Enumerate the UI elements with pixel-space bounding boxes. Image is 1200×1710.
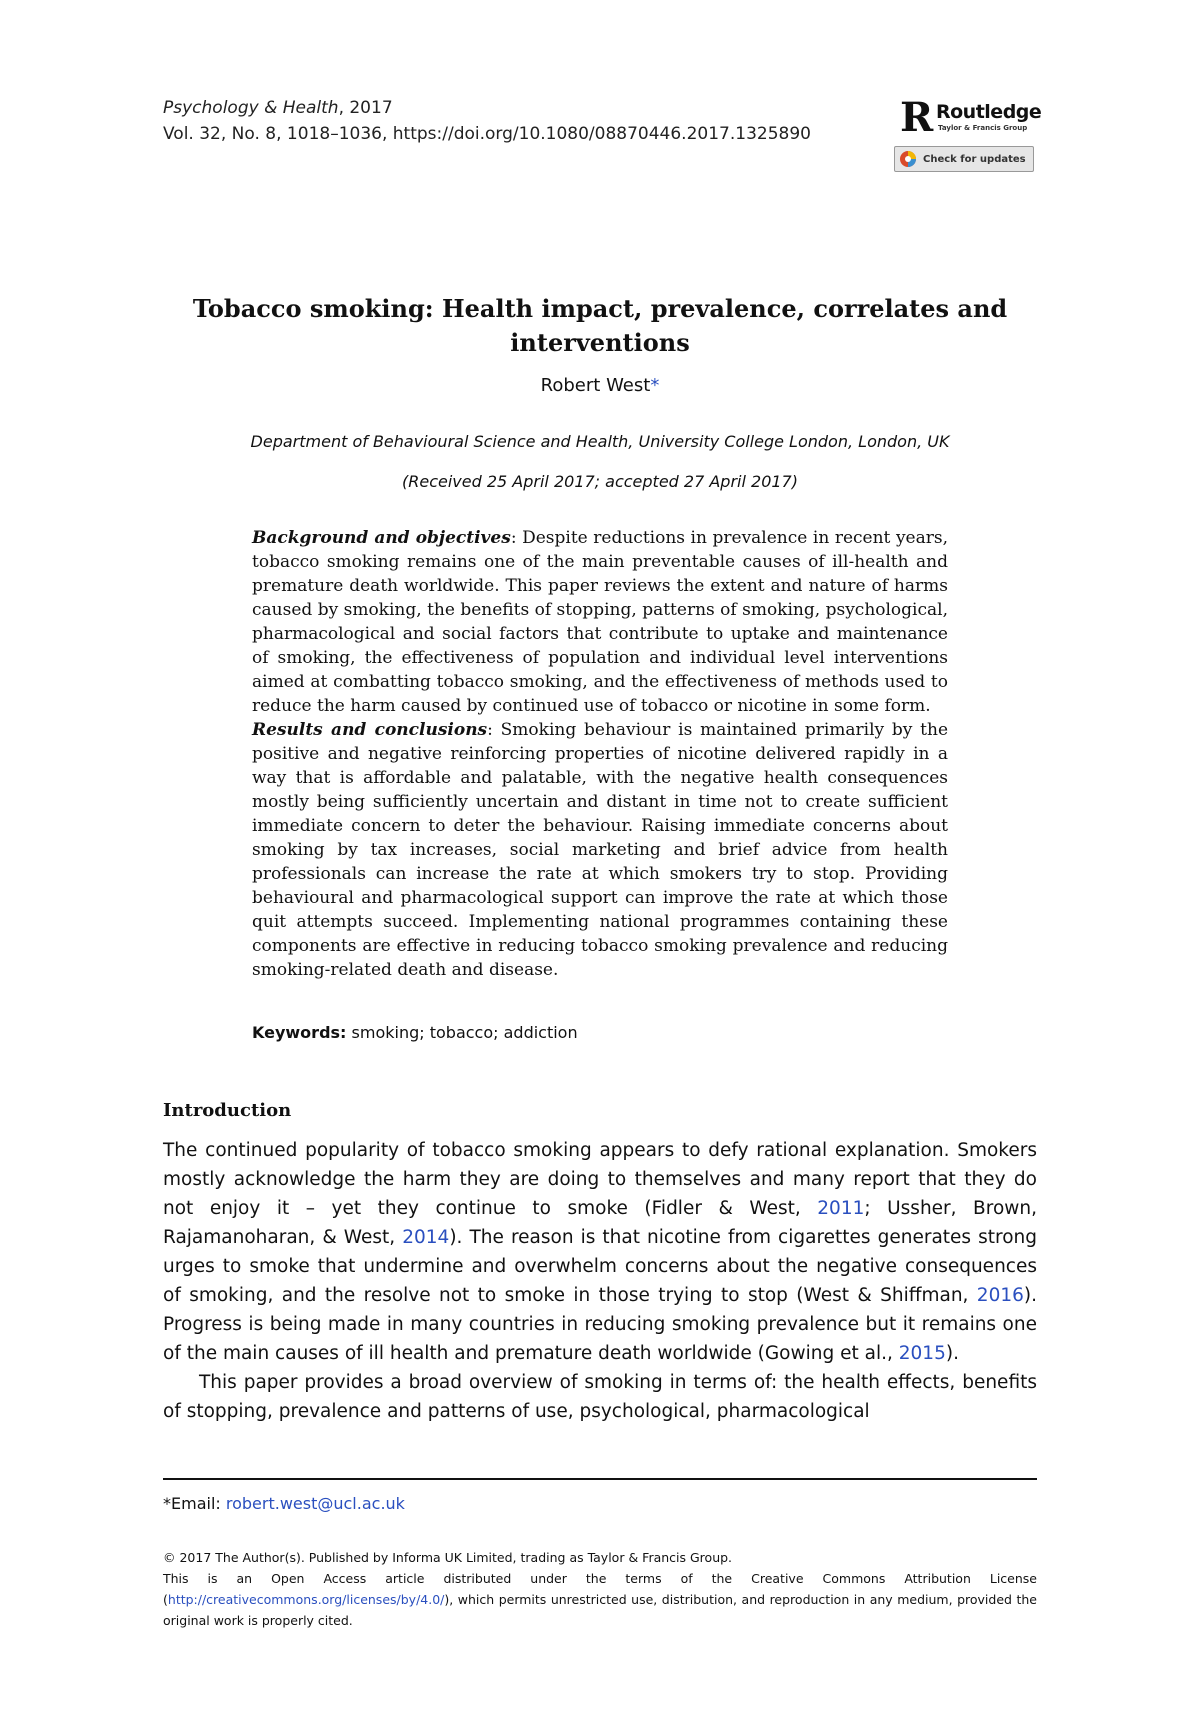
- keywords-list: smoking; tobacco; addiction: [346, 1023, 578, 1042]
- doi-link[interactable]: https://doi.org/10.1080/08870446.2017.1325890: [392, 124, 811, 144]
- paragraph-text: ; Ussher, Brown, Rajamanoharan, & West,: [163, 1198, 1037, 1248]
- publisher-logo-mark: R: [900, 94, 934, 141]
- citation-link[interactable]: 2016: [976, 1285, 1024, 1306]
- author-email: [163, 1494, 405, 1513]
- citation-link[interactable]: 2015: [898, 1343, 946, 1364]
- citation-link[interactable]: 2011: [817, 1198, 865, 1219]
- paragraph-text: The continued popularity of tobacco smoking appears to defy rational explanation. Smokers mostly acknowledge the harm they are doing to themselves and many report that they do not enjoy it – yet they continue to smoke (Fidler & West,: [163, 1140, 1037, 1219]
- affiliation: Department of Behavioural Science and Health, University College London, London, UK: [250, 432, 950, 451]
- abstract-background-heading: Background and objectives: [252, 528, 511, 548]
- copyright-notice: [163, 1547, 1037, 1631]
- check-for-updates-button[interactable]: [894, 146, 1034, 172]
- copyright-line: © 2017 The Author(s). Published by Informa UK Limited, trading as Taylor & Francis Group.: [163, 1550, 733, 1565]
- abstract-background-text: : Despite reductions in prevalence in recent years, tobacco smoking remains one of the main preventable causes of ill-health and premature death worldwide. This paper reviews the extent and nature of harms caused by smoking, the benefits of stopping, patterns of smoking, psychological, pharmacological and social factors that contribute to uptake and maintenance of smoking, the effectiveness of population and individual level interventions aimed at combatting tobacco smoking, and the effectiveness of methods used to reduce the harm caused by continued use of tobacco or nicotine in some form.: [252, 528, 948, 716]
- license-text-part: This is an Open Access article distributed under the terms of the Creative Commons Attribution License (: [163, 1571, 1037, 1607]
- paragraph: This paper provides a broad overview of smoking in terms of: the health effects, benefits of stopping, prevalence and patterns of use, psychological, pharmacological: [163, 1372, 1037, 1422]
- publisher-logo: [900, 94, 1042, 141]
- crossmark-icon: [899, 150, 917, 168]
- author-name: Robert West: [540, 375, 651, 396]
- citation-link[interactable]: 2014: [402, 1227, 450, 1248]
- abstract: [252, 526, 948, 982]
- abstract-background: [252, 526, 948, 718]
- section-heading-introduction: Introduction: [163, 1100, 292, 1121]
- keywords: [252, 1023, 948, 1042]
- email-label: *Email:: [163, 1494, 226, 1513]
- paragraph: [163, 1136, 1037, 1368]
- author-line: [150, 375, 1050, 396]
- keywords-heading: Keywords:: [252, 1023, 347, 1042]
- check-for-updates-label: Check for updates: [923, 153, 1026, 165]
- abstract-results-heading: Results and conclusions: [252, 720, 488, 740]
- introduction-body: [163, 1136, 1037, 1426]
- paragraph-text: ).: [945, 1343, 959, 1364]
- volume-info: Vol. 32, No. 8, 1018–1036,: [163, 124, 393, 144]
- footnote-divider: [163, 1478, 1037, 1480]
- publisher-name: Routledge: [936, 101, 1042, 123]
- license-text-part: ), which permits unrestricted use, distribution, and reproduction in any medium, provided the original work is properly cited.: [163, 1592, 1037, 1628]
- email-link[interactable]: robert.west@ucl.ac.uk: [225, 1494, 405, 1513]
- paragraph-text: ). The reason is that nicotine from cigarettes generates strong urges to smoke that undermine and overwhelm concerns about the negative consequences of smoking, and the resolve not to smoke in those trying to stop (West & Shiffman,: [163, 1227, 1037, 1306]
- journal-name: Psychology & Health: [163, 98, 339, 118]
- author-footnote-mark[interactable]: *: [650, 375, 660, 396]
- journal-year: , 2017: [338, 98, 393, 118]
- paragraph-text: ). Progress is being made in many countries in reducing smoking prevalence but it remains one of the main causes of ill health and premature death worldwide (Gowing et al.,: [163, 1285, 1037, 1364]
- abstract-results-text: : Smoking behaviour is maintained primarily by the positive and negative reinforcing properties of nicotine delivered rapidly in a way that is affordable and palatable, with the negative health consequences mostly being sufficiently uncertain and distant in time not to create sufficient immediate concern to deter the behaviour. Raising immediate concerns about smoking by tax increases, social marketing and brief advice from health professionals can increase the rate at which smokers try to stop. Providing behavioural and pharmacological support can improve the rate at which those quit attempts succeed. Implementing national programmes containing these components are effective in reducing tobacco smoking prevalence and reducing smoking-related death and disease.: [252, 720, 949, 980]
- publisher-subtitle: Taylor & Francis Group: [938, 124, 1028, 132]
- received-dates: (Received 25 April 2017; accepted 27 April 2017): [402, 472, 798, 491]
- journal-citation: [163, 95, 811, 147]
- article-title: Tobacco smoking: Health impact, prevalence, correlates and interventions: [192, 294, 1008, 357]
- abstract-results: [252, 718, 948, 982]
- license-link[interactable]: http://creativecommons.org/licenses/by/4.0/: [167, 1592, 445, 1607]
- license-text: [163, 1568, 1037, 1631]
